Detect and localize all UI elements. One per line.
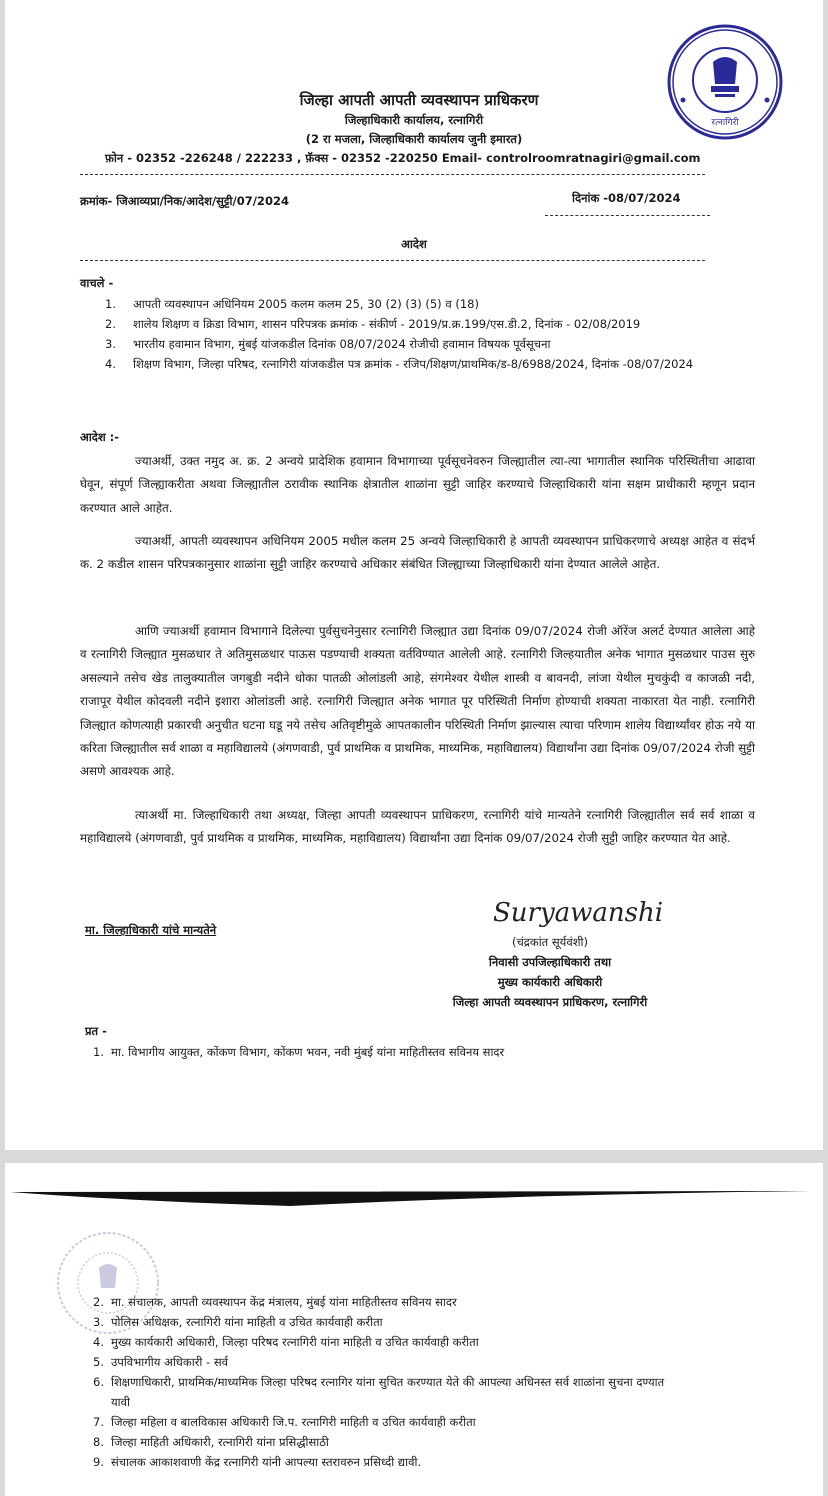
signatory-name: (चंद्रकांत सूर्यवंशी): [511, 935, 589, 949]
read-list: [105, 294, 755, 374]
office-name: जिल्हाधिकारी कार्यालय, रत्नागिरी: [344, 113, 484, 127]
copy-item: 9. संचालक आकाशवाणी केंद्र रत्नागिरी यांनी आपल्या स्तरावरुन प्रसिध्दी द्यावी.: [93, 1455, 422, 1469]
signature: Suryawanshi: [493, 898, 664, 928]
copy-item: 6. शिक्षणाधिकारी, प्राथमिक/माध्यमिक जिल्हा परिषद रत्नागिर यांना सुचित करण्यात येते की आपल्या अधिनस्त सर्व शाळांना सुचना दण्यात यावी: [93, 1375, 665, 1409]
copy-item: 7. जिल्हा महिला व बालविकास अधिकारी जि.प. रत्नागिरी माहिती व उचित कार्यवाही करीता: [93, 1415, 476, 1429]
copy-item: 1. मा. विभागीय आयुक्त, कोंकण विभाग, कोंकण भवन, नवी मुंबई यांना माहितीस्तव सविनय सादर: [93, 1045, 505, 1059]
order-paragraph-3: आणि ज्याअर्थी हवामान विभागाने दिलेल्या पुर्वसुचनेनुसार रत्नागिरी जिल्ह्यात उद्या दिनांक 09/07/2024 रोजी ऑरेंज अलर्ट देण्यात आलेला आहे व रत्नागिरी जिल्ह्यात मुसळधार ते अतिमुसळधार पाऊस पडण्याची शक्यता वर्तविण्यात आलेली आहे. रत्नागिरी जिल्हयातील अनेक भागात मुसळधार पाउस सुरु असल्याने तसेच खेड तालुक्यातील जगबुडी नदीने धोका पातळी ओलांडली आहे, संगमेश्वर येथील शास्त्री व बावनदी, लांजा येथील मुचकुंदी व काजळी नदी, राजापूर येथील कोदवली नदीने इशारा ओलांडली आहे. रत्नागिरी जिल्ह्यात अनेक भागात पूर परिस्थिती निर्माण होण्याची शक्यता नाकारता येत नाही. रत्नागिरी जिल्ह्यात कोणत्याही प्रकारची अनुचीत घटना घडू नये तसेच अतिवृष्टीमुळे आपतकालीन परिस्थिती निर्माण झाल्यास त्याचा परिणाम शालेय विद्यार्थ्यांवर होऊ नये या करिता जिल्ह्यातील सर्व शाळा व महाविद्यालये (अंगणवाडी, पुर्व प्राथमिक व प्राथमिक, माध्यमिक, महाविद्यालय) विद्यार्थांना उद्या दिनांक 09/07/2024 रोजी सुट्टी असणे आवश्यक आहे.: [80, 624, 755, 779]
scan-edge-shadow: [10, 1189, 810, 1209]
copy-item: 2. मा. संचालक, आपती व्यवस्थापन केंद्र मंत्रालय, मुंबई यांना माहितीस्तव सविनय सादर: [93, 1295, 457, 1309]
signatory-designation-2: मुख्य कार्यकारी अधिकारी: [497, 975, 603, 989]
copy-item: 3. पोलिस अधिक्षक, रत्नागिरी यांना माहिती व उचित कार्यवाही करीता: [93, 1315, 383, 1329]
header-divider: [80, 174, 705, 175]
order-heading: आदेश: [401, 237, 427, 251]
order-divider: [80, 260, 705, 261]
copy-list-page-2: [93, 1292, 733, 1472]
contact-line: फ़ोन - 02352 -226248 / 222233 , फ़ॅक्स - 02352 -220250 Email- controlroomratnagiri@gmail.com: [105, 151, 701, 165]
document-page-1: [5, 0, 823, 1150]
read-item: 3. भारतीय हवामान विभाग, मुंबई यांजकडील दिनांक 08/07/2024 रोजीची हवामान विषयक पूर्वसूचना: [105, 337, 551, 351]
copy-item: 5. उपविभागीय अधिकारी - सर्व: [93, 1355, 229, 1369]
approval-note: मा. जिल्हाधिकारी यांचे मान्यतेने: [85, 923, 217, 937]
reference-date: दिनांक -08/07/2024: [572, 191, 681, 205]
signatory-block: [385, 932, 715, 1012]
authority-title: जिल्हा आपती आपती व्यवस्थापन प्राधिकरण: [299, 91, 539, 109]
document-page-2: [5, 1163, 823, 1496]
read-item: 1. आपती व्यवस्थापन अधिनियम 2005 कलम कलम 25, 30 (2) (3) (5) व (18): [105, 297, 479, 311]
copy-item: 4. मुख्य कार्यकारी अधिकारी, जिल्हा परिषद रत्नागिरी यांना माहिती व उचित कार्यवाही करीता: [93, 1335, 479, 1349]
signatory-designation-3: जिल्हा आपती व्यवस्थापन प्राधिकरण, रत्नागिरी: [452, 995, 648, 1009]
reference-number: क्रमांक- जिआव्यप्रा/निक/आदेश/सुट्टी/07/2024: [80, 194, 289, 208]
order-paragraph-4: त्याअर्थी मा. जिल्हाधिकारी तथा अध्यक्ष, जिल्हा आपती व्यवस्थापन प्राधिकरण, रत्नागिरी यांचे मान्यतेने रत्नागिरी जिल्ह्यातील सर्व सर्व शाळा व महाविद्यालये (अंगणवाडी, पुर्व प्राथमिक व प्राथमिक, माध्यमिक, महाविद्यालय) विद्यार्थांना उद्या दिनांक 09/07/2024 रोजी सुट्टी जाहिर करण्यात येत आहे.: [80, 808, 755, 846]
office-address: (2 रा मजला, जिल्हाधिकारी कार्यालय जुनी इमारत): [305, 132, 523, 146]
read-item: 2. शालेय शिक्षण व क्रिडा विभाग, शासन परिपत्रक क्रमांक - संकीर्ण - 2019/प्र.क्र.199/एस.डी.2, दिनांक - 02/08/2019: [105, 317, 641, 331]
copy-label: प्रत -: [85, 1024, 107, 1038]
order-label: आदेश :-: [80, 430, 120, 444]
date-divider: [545, 215, 710, 216]
read-item: 4. शिक्षण विभाग, जिल्हा परिषद, रत्नागिरी यांजकडील पत्र क्रमांक - रजिप/शिक्षण/प्राथमिक/ड-8/6988/2024, दिनांक -08/07/2024: [105, 357, 694, 371]
read-label: वाचले -: [80, 276, 114, 290]
svg-text:रत्नागिरी: रत्नागिरी: [711, 118, 739, 128]
copy-item: 8. जिल्हा माहिती अधिकारी, रत्नागिरी यांना प्रसिद्धीसाठी: [93, 1435, 329, 1449]
order-paragraph-1: ज्याअर्थी, उक्त नमुद अ. क्र. 2 अन्वये प्रादेशिक हवामान विभागाच्या पूर्वसूचनेवरुन जिल्ह्यातील त्या-त्या भागातील स्थानिक परिस्थितीचा आढावा घेवून, संपूर्ण जिल्ह्याकरीता अथवा जिल्ह्यातील ठरावीक स्थानिक क्षेत्रातील शाळांना सुट्टी जाहिर करण्याचे जिल्हाधिकारी यांना सक्षम प्राधीकारी म्हणून प्रदान करण्यात आले आहेत.: [80, 454, 755, 515]
signatory-designation-1: निवासी उपजिल्हाधिकारी तथा: [488, 955, 612, 969]
copy-list-page-1: [93, 1042, 733, 1062]
order-paragraph-2: ज्याअर्थी, आपती व्यवस्थापन अधिनियम 2005 मधील कलम 25 अन्वये जिल्हाधिकारी हे आपती व्यवस्थापन प्राधिकरणाचे अध्यक्ष आहेत व संदर्भ क. 2 कडील शासन परिपत्रकानुसार शाळांना सुट्टी जाहिर करण्याचे अधिकार संबंधित जिल्ह्याच्या जिल्हाधिकारी यांना देण्यात आलेले आहेत.: [80, 534, 755, 572]
